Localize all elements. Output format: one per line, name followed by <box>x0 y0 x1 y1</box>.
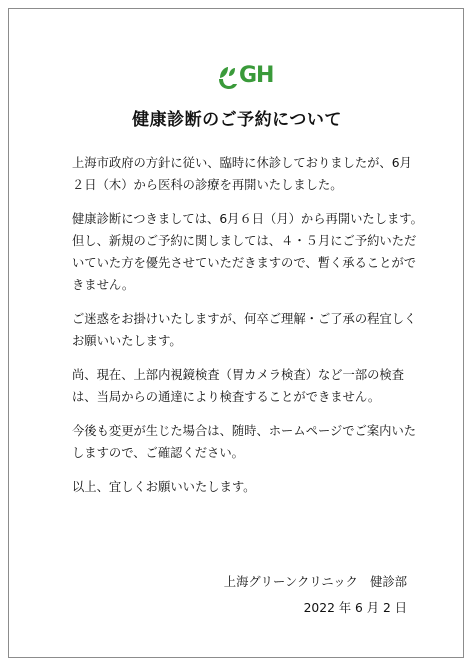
paragraph: 健康診断につきましては、6月６日（月）から再開いたします。但し、新規のご予約に関しましては、４・５月にご予約いただいていた方を優先させていただきますので、暫く承ることができません。 <box>72 212 423 292</box>
signature-block <box>224 569 407 621</box>
signature-organization: 上海グリーンクリニック 健診部 <box>223 575 407 589</box>
notice-body <box>72 152 424 510</box>
logo-text: GH <box>239 63 274 88</box>
clinic-logo <box>217 64 277 90</box>
paragraph: 以上、宜しくお願いいたします。 <box>72 480 256 494</box>
paragraph: 上海市政府の方針に従い、臨時に休診しておりましたが、6月２日（木）から医科の診療を再開いたしました。 <box>72 156 412 192</box>
signature-date: 2022 年 6 月 2 日 <box>303 601 407 615</box>
document-page <box>8 8 464 658</box>
paragraph: 尚、現在、上部内視鏡検査（胃カメラ検査）など一部の検査は、当局からの通達により検査することができません。 <box>72 368 405 404</box>
paragraph: ご迷惑をお掛けいたしますが、何卒ご理解・ご了承の程宜しくお願いいたします。 <box>72 312 417 348</box>
page-title: 健康診断のご予約について <box>132 110 342 130</box>
paragraph: 今後も変更が生じた場合は、随時、ホームページでご案内いたしますので、ご確認ください。 <box>72 424 417 460</box>
